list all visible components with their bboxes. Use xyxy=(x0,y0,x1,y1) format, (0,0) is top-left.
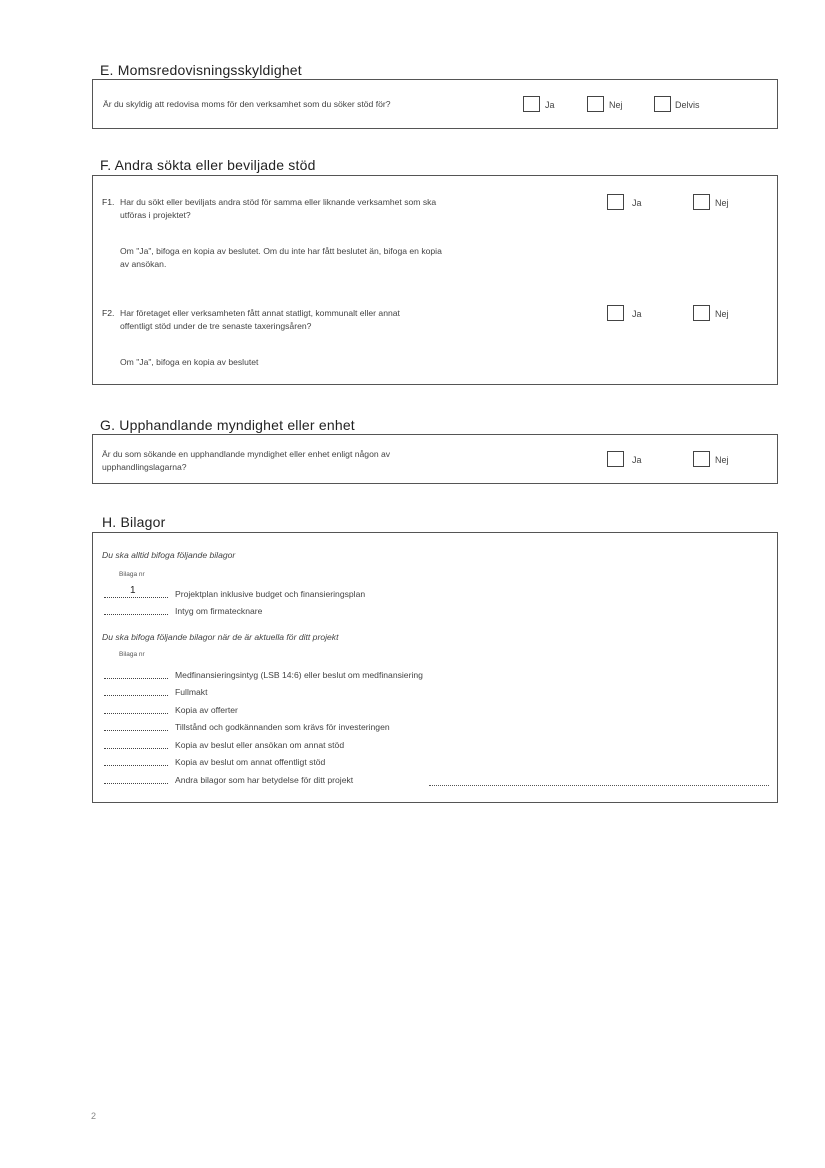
section-f-title: F. Andra sökta eller beviljade stöd xyxy=(100,157,316,173)
attachment-number: 1 xyxy=(130,585,136,596)
procurement-nej-checkbox[interactable] xyxy=(693,451,710,467)
f1-note-line1: Om "Ja", bifoga en kopia av beslutet. Om du inte har fått beslutet än, bifoga en kopia xyxy=(120,246,442,256)
f2-nej-label: Nej xyxy=(715,309,729,319)
section-g-box xyxy=(92,434,778,484)
f1-label: F1. xyxy=(102,197,115,207)
attachment-number-field[interactable] xyxy=(104,730,168,731)
f2-question-line1: Har företaget eller verksamheten fått annat statligt, kommunalt eller annat xyxy=(120,308,400,318)
f1-ja-label: Ja xyxy=(632,198,642,208)
f2-label: F2. xyxy=(102,308,115,318)
attachment-number-field[interactable] xyxy=(104,765,168,766)
procurement-ja-checkbox[interactable] xyxy=(607,451,624,467)
attachment-label: Kopia av beslut om annat offentligt stöd xyxy=(175,757,326,767)
attachment-label: Kopia av beslut eller ansökan om annat stöd xyxy=(175,740,345,750)
f2-ja-checkbox[interactable] xyxy=(607,305,624,321)
relevant-attachments-header: Du ska bifoga följande bilagor när de är aktuella för ditt projekt xyxy=(102,632,339,642)
section-f-box xyxy=(92,175,778,385)
attachment-number-field[interactable] xyxy=(104,695,168,696)
section-h-title: H. Bilagor xyxy=(102,514,166,530)
f1-nej-label: Nej xyxy=(715,198,729,208)
attachment-label: Kopia av offerter xyxy=(175,705,238,715)
bilaga-nr-label: Bilaga nr xyxy=(119,571,145,578)
vat-ja-checkbox[interactable] xyxy=(523,96,540,112)
attachment-number-field[interactable] xyxy=(104,614,168,615)
f1-note-line2: av ansökan. xyxy=(120,259,167,269)
attachment-number-field[interactable] xyxy=(104,783,168,784)
page-number: 2 xyxy=(91,1111,97,1121)
attachment-number-field[interactable] xyxy=(104,678,168,679)
procurement-question-line1: Är du som sökande en upphandlande myndighet eller enhet enligt någon av xyxy=(102,449,391,459)
f1-question-line1: Har du sökt eller beviljats andra stöd för samma eller liknande verksamhet som ska xyxy=(120,197,437,207)
attachment-label: Fullmakt xyxy=(175,687,208,697)
f2-nej-checkbox[interactable] xyxy=(693,305,710,321)
section-g-title: G. Upphandlande myndighet eller enhet xyxy=(100,417,355,433)
f1-question-line2: utföras i projektet? xyxy=(120,210,191,220)
vat-ja-label: Ja xyxy=(545,100,555,110)
attachment-number-field[interactable] xyxy=(104,748,168,749)
f1-nej-checkbox[interactable] xyxy=(693,194,710,210)
section-h-box xyxy=(92,532,778,803)
section-e-box xyxy=(92,79,778,129)
attachment-label: Intyg om firmatecknare xyxy=(175,606,263,616)
section-e-title: E. Momsredovisningsskyldighet xyxy=(100,62,302,78)
bilaga-nr-label: Bilaga nr xyxy=(119,651,145,658)
vat-delvis-label: Delvis xyxy=(675,100,700,110)
attachment-label: Tillstånd och godkännanden som krävs för investeringen xyxy=(175,722,390,732)
procurement-ja-label: Ja xyxy=(632,455,642,465)
vat-nej-label: Nej xyxy=(609,100,623,110)
f2-question-line2: offentligt stöd under de tre senaste taxeringsåren? xyxy=(120,321,312,331)
vat-nej-checkbox[interactable] xyxy=(587,96,604,112)
attachment-number-field[interactable] xyxy=(104,713,168,714)
f2-note: Om "Ja", bifoga en kopia av beslutet xyxy=(120,357,259,367)
attachment-label: Andra bilagor som har betydelse för ditt projekt xyxy=(175,775,354,785)
vat-delvis-checkbox[interactable] xyxy=(654,96,671,112)
attachment-label: Projektplan inklusive budget och finansieringsplan xyxy=(175,589,366,599)
always-attachments-header: Du ska alltid bifoga följande bilagor xyxy=(102,550,236,560)
other-attachment-description-field[interactable] xyxy=(429,785,769,786)
vat-question: Är du skyldig att redovisa moms för den verksamhet som du söker stöd för? xyxy=(103,99,391,109)
procurement-question-line2: upphandlingslagarna? xyxy=(102,462,187,472)
attachment-label: Medfinansieringsintyg (LSB 14:6) eller beslut om medfinansiering xyxy=(175,670,423,680)
f2-ja-label: Ja xyxy=(632,309,642,319)
procurement-nej-label: Nej xyxy=(715,455,729,465)
f1-ja-checkbox[interactable] xyxy=(607,194,624,210)
attachment-number-field[interactable] xyxy=(104,597,168,598)
